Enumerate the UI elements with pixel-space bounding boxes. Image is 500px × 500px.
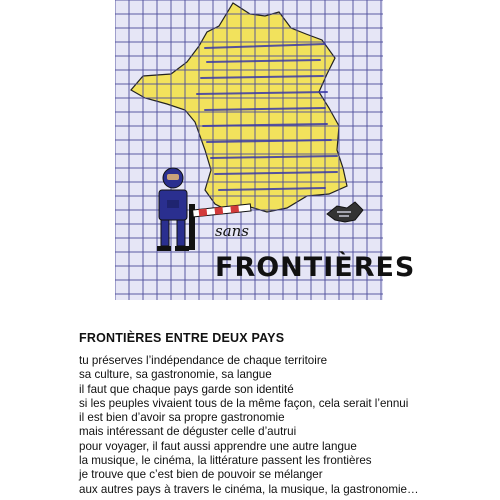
- artwork: [115, 0, 416, 300]
- poem-line: la musique, le cinéma, la littérature passent les frontières: [79, 454, 372, 468]
- poem-line: il faut que chaque pays garde son identité: [79, 382, 294, 396]
- caption-frontieres: FRONTIÈRES: [215, 252, 416, 283]
- poem: [79, 354, 489, 497]
- poem-line: sa culture, sa gastronomie, sa langue: [79, 368, 272, 382]
- poem-line: il est bien d’avoir sa propre gastronomie: [79, 411, 285, 425]
- poem-line: mais intéressant de déguster celle d’autrui: [79, 425, 297, 439]
- poem-line: je trouve que c’est bien de pouvoir se mélanger: [79, 468, 323, 482]
- poem-line: si les peuples vivaient tous de la même façon, cela serait l’ennui: [79, 396, 409, 410]
- poem-title: FRONTIÈRES ENTRE DEUX PAYS: [79, 331, 285, 345]
- poem-line: tu préserves l’indépendance de chaque territoire: [79, 354, 328, 367]
- poem-line: aux autres pays à travers le cinéma, la musique, la gastronomie…: [79, 482, 419, 496]
- caption-sans: sans: [215, 222, 249, 240]
- poem-line: pour voyager, il faut aussi apprendre une autre langue: [79, 439, 357, 453]
